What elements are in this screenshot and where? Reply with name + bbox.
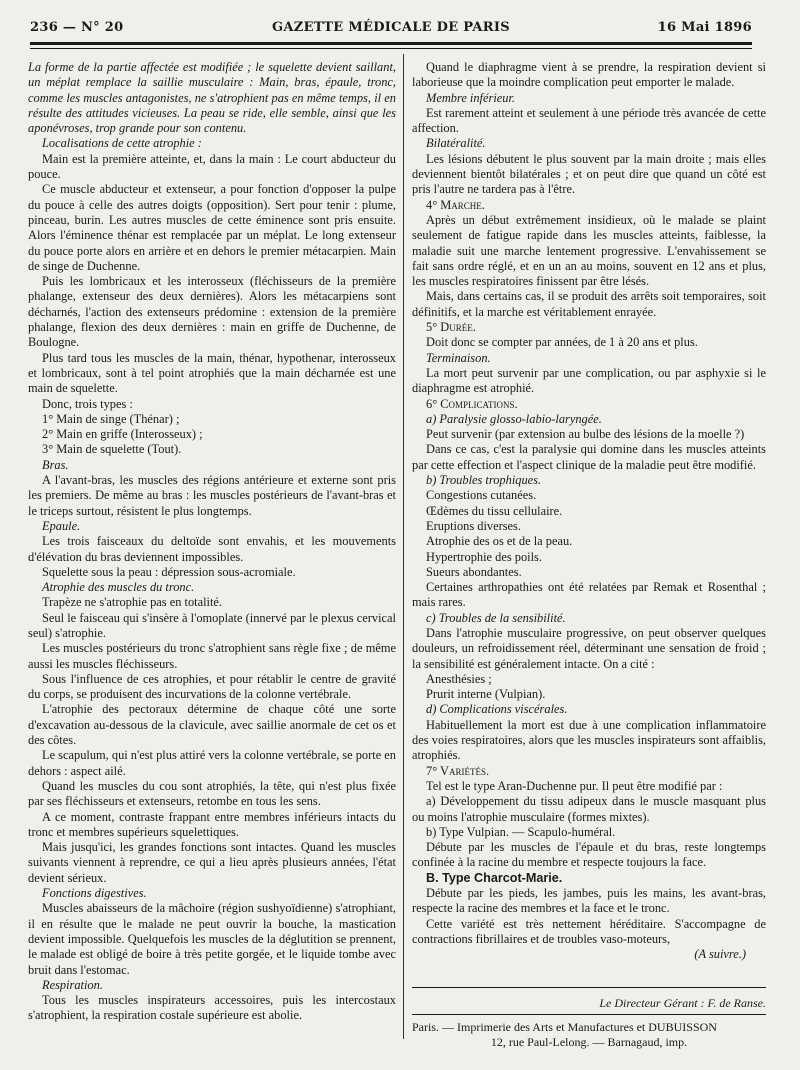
page-number: 236 — N° 20 <box>30 20 124 35</box>
journal-title: GAZETTE MÉDICALE DE PARIS <box>272 20 510 35</box>
paragraph: Seul le faisceau qui s'insère à l'omoplate (innervé par le plexus cervical seul) s'atrophie. <box>28 610 396 640</box>
paragraph: Le scapulum, qui n'est plus attiré vers la colonne vertébrale, se porte en dehors : aspect ailé. <box>28 748 396 778</box>
column-separator <box>403 54 404 1039</box>
paragraph: Donc, trois types : <box>42 396 133 411</box>
paragraph: Mais jusqu'ici, les grandes fonctions sont intactes. Quand les muscles suivants viennent à reprendre, ce qui a lieu après plusieurs années, l'état devient sérieux. <box>28 840 396 885</box>
paragraph: 5° Durée. <box>426 320 476 335</box>
paragraph: Peut survenir (par extension au bulbe des lésions de la moelle ?) <box>426 427 745 442</box>
paragraph: A ce moment, contraste frappant entre membres inférieurs intacts du tronc et membres supérieurs squelettiques. <box>28 809 396 839</box>
paragraph: 7° Variétés. <box>426 763 490 778</box>
imprint-rule <box>412 1014 766 1015</box>
paragraph: Anesthésies ; <box>426 671 492 686</box>
paragraph: B. Type Charcot-Marie. <box>426 870 563 885</box>
paragraph: Plus tard tous les muscles de la main, thénar, hypothenar, interosseux et lombricaux, sont à tel point atrophiés que la main décharnée est une main de squelette. <box>28 350 396 396</box>
right-column <box>412 60 766 963</box>
imprint-line-2: 12, rue Paul-Lelong. — Barnagaud, imp. <box>490 1035 688 1049</box>
paragraph: Muscles abaisseurs de la mâchoire (région sushyoïdienne) s'atrophiant, il en résulte que le malade ne peut ouvrir la bouche, la mastication devient impossible. Quelquefois les muscles de la déglutition se prennent, le malade est obligé de boire à très petite gorgée, et le liquide tombe avec bruit dans l'estomac. <box>28 901 396 977</box>
paragraph: Eruptions diverses. <box>426 518 521 533</box>
issue-date: 16 Mai 1896 <box>657 20 752 35</box>
paragraph: Main est la première atteinte, et, dans la main : Le court abducteur du pouce. <box>28 151 396 182</box>
paragraph: Après un début extrêmement insidieux, où le malade se plaint seulement de fatigue rapide dans les muscles atteints, faiblesse, la maladie suit une marche lentement progressive. L'envahissement se fait sans ordre réglé, et en un an au moins, souvent en 12 ans et plus, les muscles respiratoires finissent par être lésés. <box>412 212 766 289</box>
paragraph: b) Troubles trophiques. <box>426 473 542 488</box>
paragraph: Débute par les muscles de l'épaule et du bras, reste longtemps confinée à la racine du membre et respecte toujours la face. <box>412 840 766 870</box>
paragraph: Ce muscle abducteur et extenseur, a pour fonction d'opposer la pulpe du pouce à celle des autres doigts (opposition). Sert pour tenir : plume, pinceau, burin. Les autres muscles de cette éminence sont pris ensuite. Alors l'éminence thénar est remplacée par un méplat. Le long extenseur du pouce porte alors en arrière et en dehors le premier métacarpien. Main de singe de Duchenne. <box>28 182 396 273</box>
imprint <box>412 1020 766 1050</box>
paragraph: 4° Marche. <box>426 197 485 212</box>
paragraph: 6° Complications. <box>426 396 518 411</box>
paragraph: Certaines arthropathies ont été relatées par Remak et Rosenthal ; mais rares. <box>412 580 766 610</box>
paragraph: Dans ce cas, c'est la paralysie qui domine dans les muscles atteints par cette effection et l'aspect clinique de la maladie peut être modifié. <box>412 442 766 472</box>
paragraph: Epaule. <box>42 518 81 533</box>
paragraph: Squelette sous la peau : dépression sous-acromiale. <box>42 564 296 579</box>
paragraph: Membre inférieur. <box>426 90 516 105</box>
paragraph: Atrophie des os et de la peau. <box>426 534 573 549</box>
paragraph: Congestions cutanées. <box>426 488 537 503</box>
paragraph: Doit donc se compter par années, de 1 à 20 ans et plus. <box>426 335 698 350</box>
paragraph: Œdèmes du tissu cellulaire. <box>426 503 563 518</box>
paragraph: Atrophie des muscles du tronc. <box>42 580 195 595</box>
paragraph: Localisations de cette atrophie : <box>42 136 202 151</box>
paragraph: La forme de la partie affectée est modifiée ; le squelette devient saillant, un méplat remplace la saillie musculaire : Main, bras, épaule, tronc, comme les muscles antagonistes, ne s'atrophient pas en même temps, il en résulte des attitudes vicieuses. La peau se ride, elle semble, ainsi que les aponévroses, trop grande pour son contenu. <box>28 60 396 136</box>
paragraph: Dans l'atrophie musculaire progressive, on peut observer quelques douleurs, un refroidissement réel, déterminant une sensation de froid ; la sensibilité est généralement intacte. On a cité : <box>412 625 766 671</box>
paragraph: Débute par les pieds, les jambes, puis les mains, les avant-bras, respecte la racine des membres et la face et le tronc. <box>412 886 766 916</box>
paragraph: Tel est le type Aran-Duchenne pur. Il peut être modifié par : <box>426 778 723 793</box>
paragraph: Bras. <box>42 457 69 472</box>
paragraph: Les muscles postérieurs du tronc s'atrophient sans règle fixe ; de même aussi les muscles fléchisseurs. <box>28 641 396 671</box>
paragraph: A l'avant-bras, les muscles des régions antérieure et externe sont pris les premiers. De même au bras : les muscles postérieurs de l'avant-bras et le triceps surtout, résistent le plus longtemps. <box>28 473 396 518</box>
paragraph: Tous les muscles inspirateurs accessoires, puis les intercostaux s'atrophient, la respiration costale supérieure est abolie. <box>28 993 396 1023</box>
paragraph: Les lésions débutent le plus souvent par la main droite ; mais elles deviennent bientôt bilatérales ; et on peut dire que quand un côté est pris l'autre ne tardera pas à l'être. <box>412 151 766 197</box>
header-rule-thin <box>30 48 752 49</box>
paragraph: Les trois faisceaux du deltoïde sont envahis, et les mouvements d'élévation du bras deviennent impossibles. <box>28 534 396 564</box>
paragraph: Bilatéralité. <box>426 136 486 151</box>
director-signature <box>412 996 766 1011</box>
paragraph: Puis les lombricaux et les interosseux (fléchisseurs de la première phalange, extenseur des deux dernières). Alors les métacarpiens sont décharnés, l'action des extenseurs prédomine : extension de la première phalange, flexion des deux dernières : main en griffe de Duchenne, de Boulogne. <box>28 274 396 350</box>
paragraph: d) Complications viscérales. <box>426 702 568 717</box>
header-rule-thick <box>30 42 752 45</box>
page-header <box>30 18 752 40</box>
paragraph: 1° Main de singe (Thénar) ; <box>42 411 180 426</box>
paragraph: L'atrophie des pectoraux détermine de chaque côté une sorte d'excavation au-dessous de la clavicule, avec saillie anormale de cet os et des côtes. <box>28 702 396 748</box>
paragraph: Sueurs abondantes. <box>426 564 522 579</box>
paragraph: Cette variété est très nettement héréditaire. S'accompagne de contractions fibrillaires et de troubles vaso-moteurs, <box>412 916 766 946</box>
end-rule <box>412 987 766 988</box>
imprint-line-1: Paris. — Imprimerie des Arts et Manufactures et DUBUISSON <box>412 1020 717 1034</box>
paragraph: Est rarement atteint et seulement à une période très avancée de cette affection. <box>412 105 766 136</box>
paragraph: Quand les muscles du cou sont atrophiés, la tête, qui n'est plus fixée par ses fléchisseurs et extenseurs, retombe en tous les sens. <box>28 778 396 809</box>
paragraph: b) Type Vulpian. — Scapulo-huméral. <box>426 824 616 839</box>
paragraph: Trapèze ne s'atrophie pas en totalité. <box>42 595 223 610</box>
paragraph: Terminaison. <box>426 350 491 365</box>
paragraph: c) Troubles de la sensibilité. <box>426 610 566 625</box>
paragraph: 3° Main de squelette (Tout). <box>42 442 182 457</box>
paragraph: 2° Main en griffe (Interosseux) ; <box>42 427 203 442</box>
left-column <box>28 60 396 1024</box>
paragraph: Habituellement la mort est due à une complication inflammatoire des voies respiratoires, alors que les muscles inspirateurs sont affaiblis, atrophiés. <box>412 717 766 763</box>
paragraph: Prurit interne (Vulpian). <box>426 687 546 702</box>
paragraph: Fonctions digestives. <box>42 886 147 901</box>
paragraph: Respiration. <box>42 977 103 992</box>
paragraph: La mort peut survenir par une complication, ou par asphyxie si le diaphragme est atrophié. <box>412 365 766 396</box>
paragraph: Hypertrophie des poils. <box>426 549 542 564</box>
paragraph: a) Développement du tissu adipeux dans le muscle masquant plus ou moins l'atrophie musculaire (formes mixtes). <box>412 794 766 824</box>
paragraph: Sous l'influence de ces atrophies, et pour rétablir le centre de gravité du corps, se produisent des incurvations de la colonne vertébrale. <box>28 671 396 702</box>
paragraph: Quand le diaphragme vient à se prendre, la respiration devient si laborieuse que la moindre complication peut emporter le malade. <box>412 60 766 90</box>
paragraph: a) Paralysie glosso-labio-laryngée. <box>426 411 602 426</box>
paragraph: (A suivre.) <box>694 947 746 962</box>
director-line: Le Directeur Gérant : F. de Ranse. <box>599 996 766 1010</box>
paragraph: Mais, dans certains cas, il se produit des arrêts soit temporaires, soit définitifs, et la marche est véritablement enrayée. <box>412 289 766 319</box>
